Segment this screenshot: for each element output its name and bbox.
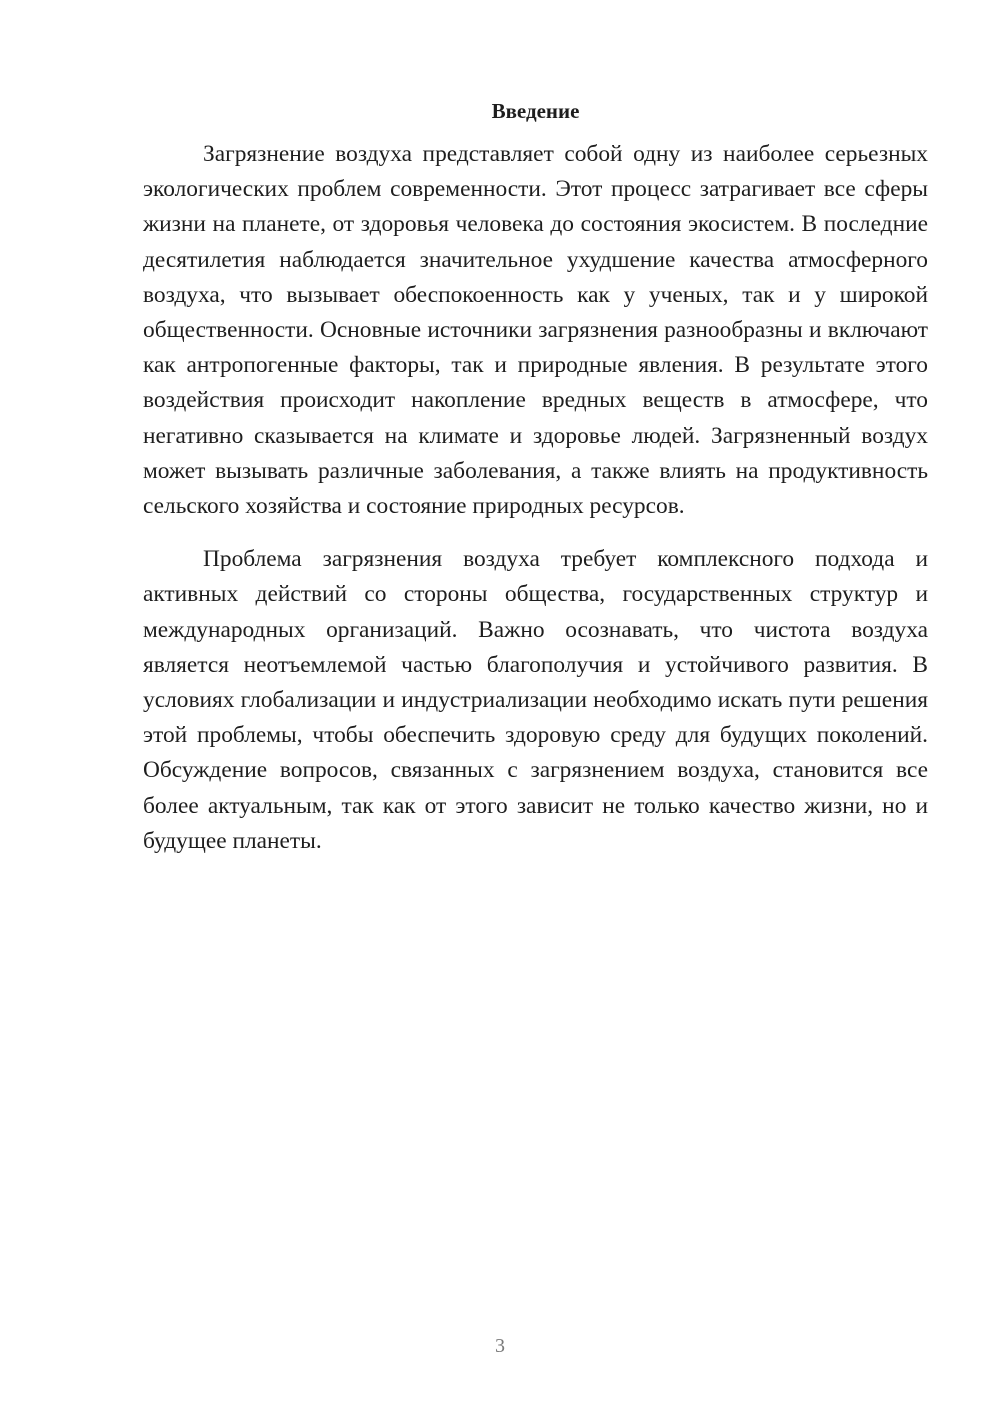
paragraph-2: Проблема загрязнения воздуха требует комплексного подхода и активных действий со стороны общества, государственных структур и международных организаций. Важно осознавать, что чистота воздуха является неотъемлемой частью благополучия и устойчивого развития. В условиях глобализации и индустриализации необходимо искать пути решения этой проблемы, чтобы обеспечить здоровую среду для будущих поколений. Обсуждение вопросов, связанных с загрязнением воздуха, становится все более актуальным, так как от этого зависит не только качество жизни, но и будущее планеты. xyxy=(143,546,928,854)
paragraph-1: Загрязнение воздуха представляет собой одну из наиболее серьезных экологических проблем современности. Этот процесс затрагивает все сферы жизни на планете, от здоровья человека до состояния экосистем. В последние десятилетия наблюдается значительное ухудшение качества атмосферного воздуха, что вызывает обеспокоенность как у ученых, так и у широкой общественности. Основные источники загрязнения разнообразны и включают как антропогенные факторы, так и природные явления. В результате этого воздействия происходит накопление вредных веществ в атмосфере, что негативно сказывается на климате и здоровье людей. Загрязненный воздух может вызывать различные заболевания, а также влиять на продуктивность сельского хозяйства и состояние природных ресурсов. xyxy=(143,141,928,520)
page-content xyxy=(143,96,928,859)
section-heading: Введение xyxy=(491,99,580,123)
page-number: 3 xyxy=(495,1335,505,1357)
